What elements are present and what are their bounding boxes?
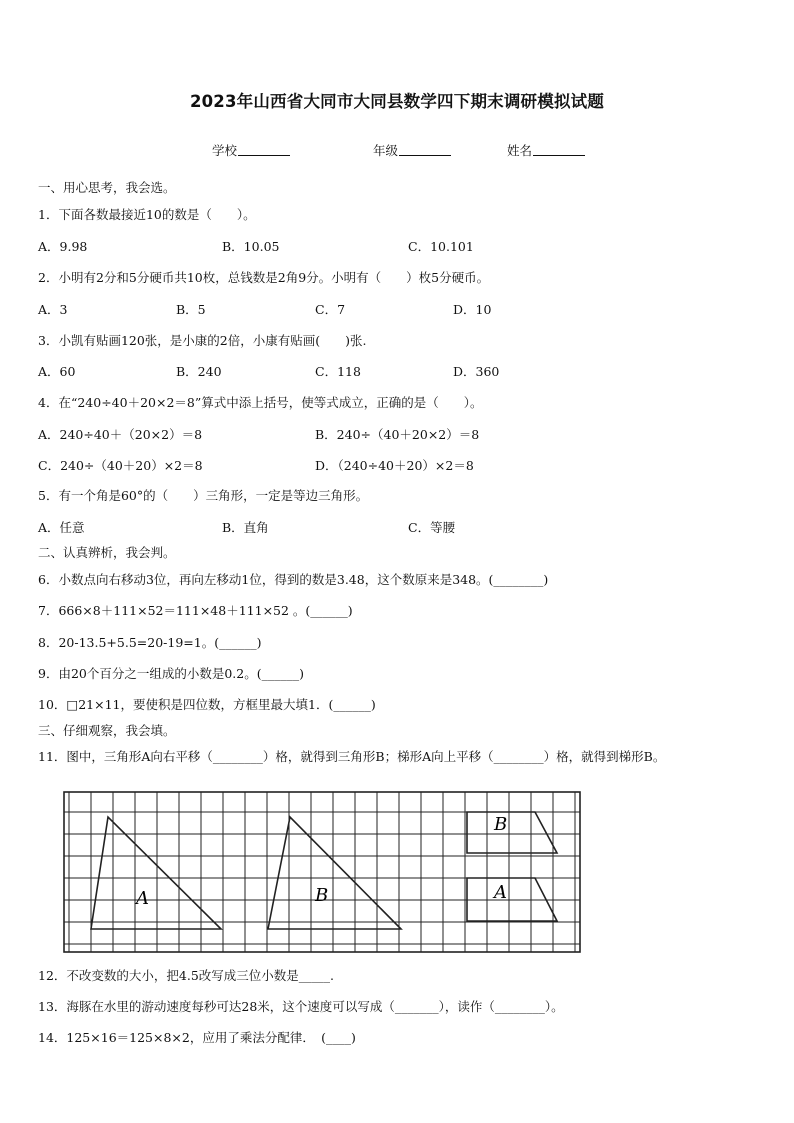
q1-option-c[interactable]: C．10.101 — [408, 239, 474, 254]
school-field[interactable] — [212, 141, 290, 159]
q3-option-d[interactable]: D．360 — [453, 364, 500, 379]
grade-field[interactable] — [373, 141, 451, 159]
question-10: 10．□21×11，要使积是四位数，方框里最大填1．(______) — [38, 697, 376, 712]
page-title: 2023年山西省大同市大同县数学四下期末调研模拟试题 — [189, 92, 605, 111]
section-heading-1: 一、用心思考，我会选。 — [38, 180, 176, 195]
question-13: 13．海豚在水里的游动速度每秒可达28米，这个速度可以写成（_______），读作（________）。 — [38, 999, 564, 1014]
question-2: 2．小明有2分和5分硬币共10枚，总钱数是2角9分。小明有（ ）枚5分硬币。 — [38, 270, 490, 285]
q2-option-a[interactable]: A．3 — [38, 302, 68, 317]
question-5: 5．有一个角是60°的（ ）三角形，一定是等边三角形。 — [38, 488, 369, 503]
section-heading-2: 二、认真辨析，我会判。 — [38, 545, 176, 560]
q2-option-b[interactable]: B．5 — [176, 302, 206, 317]
question-6: 6．小数点向右移动3位，再向左移动1位，得到的数是3.48，这个数原来是348。(________) — [38, 572, 549, 587]
q4-option-d[interactable]: D．（240÷40＋20）×2＝8 — [315, 458, 474, 473]
school-blank[interactable] — [238, 143, 290, 156]
grid-figure — [63, 786, 581, 954]
school-label: 学校 — [212, 143, 238, 158]
q4-option-c[interactable]: C．240÷（40＋20）×2＝8 — [38, 458, 203, 473]
label-trapezoid-a: A — [494, 882, 507, 903]
trapezoid-b — [467, 812, 557, 853]
q4-option-b[interactable]: B．240÷（40＋20×2）＝8 — [315, 427, 480, 442]
q1-option-b[interactable]: B．10.05 — [222, 239, 280, 254]
q5-option-b[interactable]: B．直角 — [222, 520, 269, 535]
name-blank[interactable] — [533, 143, 585, 156]
name-field[interactable] — [507, 141, 585, 159]
q3-option-c[interactable]: C．118 — [315, 364, 361, 379]
label-triangle-a: A — [136, 888, 149, 909]
question-1: 1．下面各数最接近10的数是（ ）。 — [38, 207, 256, 222]
q3-option-a[interactable]: A．60 — [38, 364, 76, 379]
label-trapezoid-b: B — [494, 814, 508, 835]
question-14: 14．125×16＝125×8×2，应用了乘法分配律． (____) — [38, 1030, 356, 1045]
q3-option-b[interactable]: B．240 — [176, 364, 222, 379]
q4-option-a[interactable]: A．240÷40＋（20×2）＝8 — [38, 427, 203, 442]
q5-option-c[interactable]: C．等腰 — [408, 520, 456, 535]
grade-blank[interactable] — [399, 143, 451, 156]
question-4: 4．在“240÷40＋20×2＝8”算式中添上括号，使等式成立，正确的是（ ）。 — [38, 395, 483, 410]
question-12: 12．不改变数的大小，把4.5改写成三位小数是_____. — [38, 968, 335, 983]
question-7: 7．666×8＋111×52＝111×48＋111×52 。(______) — [38, 603, 353, 618]
section-heading-3: 三、仔细观察，我会填。 — [38, 723, 176, 738]
q5-option-a[interactable]: A．任意 — [38, 520, 85, 535]
question-9: 9．由20个百分之一组成的小数是0.2。(______) — [38, 666, 304, 681]
question-3: 3．小凯有贴画120张，是小康的2倍，小康有贴画( )张. — [38, 333, 367, 348]
label-triangle-b: B — [315, 885, 329, 906]
grade-label: 年级 — [373, 143, 399, 158]
question-11: 11．图中，三角形A向右平移（________）格，就得到三角形B；梯形A向上平移（________）格，就得到梯形B。 — [38, 749, 666, 764]
name-label: 姓名 — [507, 143, 533, 158]
q2-option-c[interactable]: C．7 — [315, 302, 346, 317]
q1-option-a[interactable]: A．9.98 — [38, 239, 88, 254]
question-8: 8．20-13.5+5.5=20-19=1。(______) — [38, 635, 262, 650]
q2-option-d[interactable]: D．10 — [453, 302, 492, 317]
